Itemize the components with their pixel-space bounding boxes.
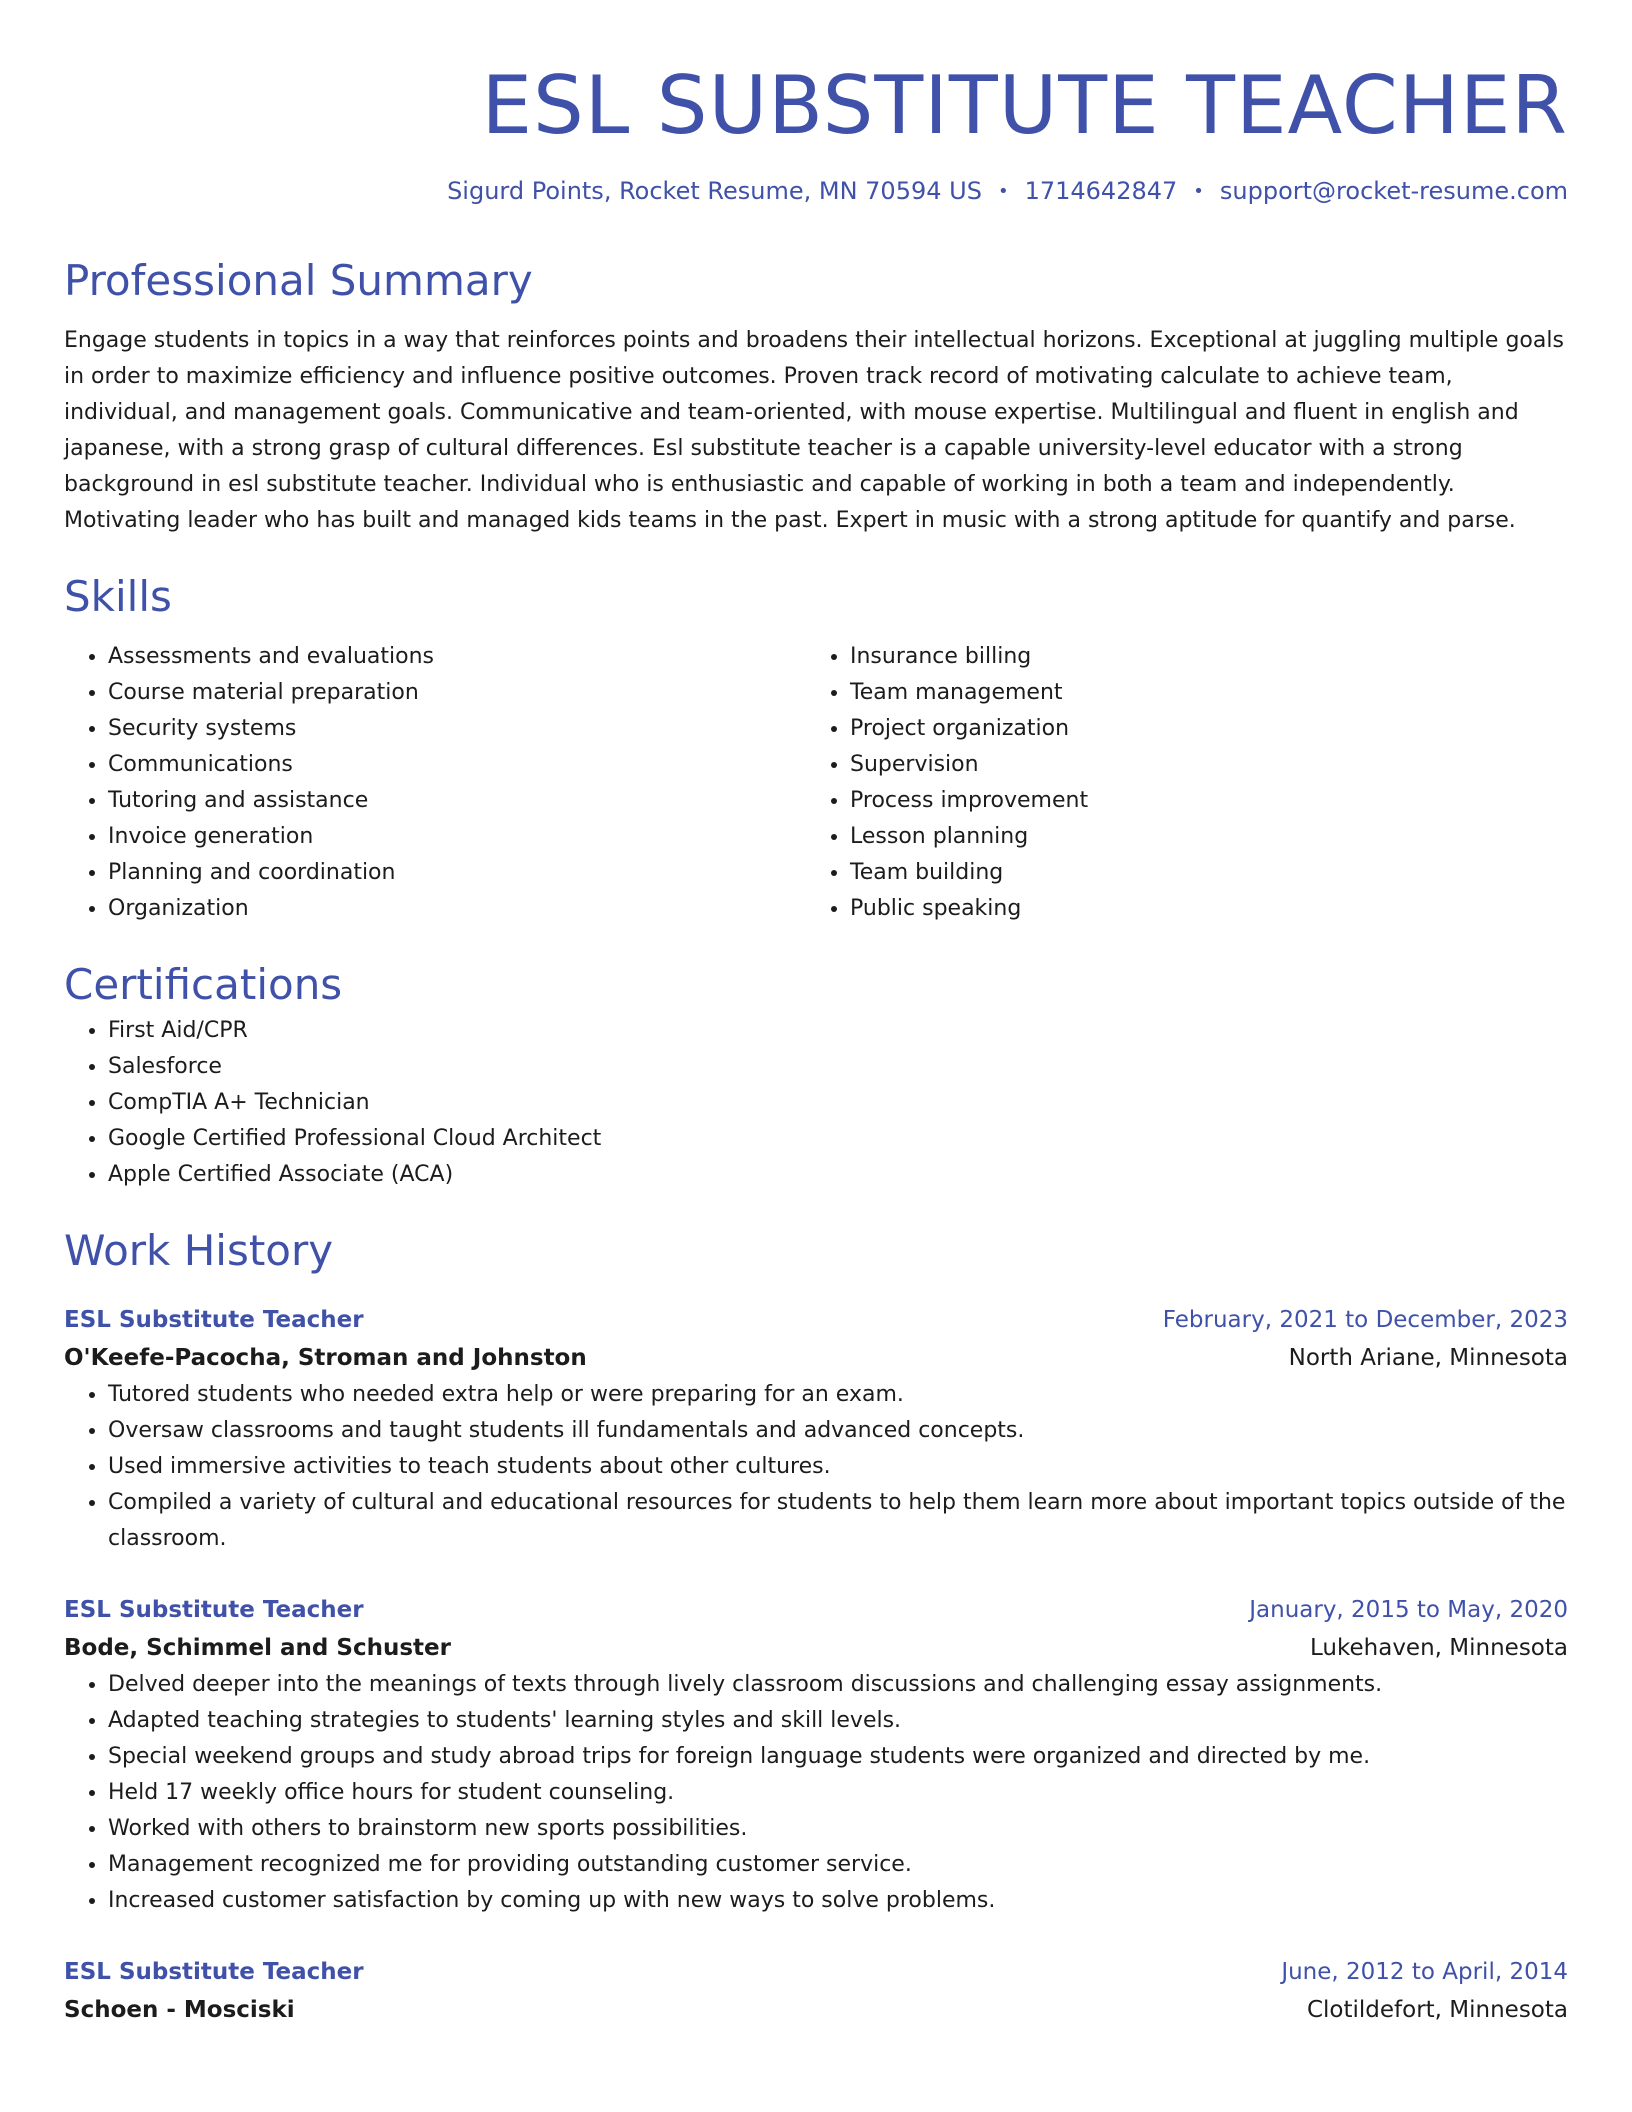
job-duty: • Worked with others to brainstorm new sports possibilities. (108, 1811, 1568, 1847)
job-duties-list (64, 1377, 1568, 1557)
certification-item: • Salesforce (108, 1049, 1568, 1085)
job-duty: • Delved deeper into the meanings of texts through lively classroom discussions and challenging essay assignments. (108, 1667, 1568, 1703)
job-entry (64, 1591, 1568, 1919)
skill-item: • Public speaking (850, 891, 1548, 927)
certifications-heading: Certifications (64, 960, 343, 1009)
job-location: Lukehaven, Minnesota (1310, 1635, 1568, 1661)
contact-separator: • (997, 181, 1009, 202)
job-entry (64, 1953, 1568, 2029)
job-employer-row (64, 1629, 1568, 1667)
skills-list-left (64, 639, 806, 927)
certifications-list (64, 1013, 1568, 1193)
skills-list-right (806, 639, 1548, 927)
job-entry (64, 1301, 1568, 1557)
resume-name: ESL SUBSTITUTE TEACHER (481, 59, 1568, 152)
job-header-row (64, 1591, 1568, 1629)
contact-email: support@rocket-resume.com (1219, 177, 1568, 205)
job-duties-list (64, 1667, 1568, 1919)
skill-item: • Team building (850, 855, 1548, 891)
skill-item: • Course material preparation (108, 675, 806, 711)
job-location: North Ariane, Minnesota (1288, 1345, 1568, 1371)
skill-item: • Invoice generation (108, 819, 806, 855)
certification-item: • Apple Certified Associate (ACA) (108, 1157, 1568, 1193)
skills-heading: Skills (64, 572, 172, 621)
job-employer-row (64, 1339, 1568, 1377)
skill-item: • Planning and coordination (108, 855, 806, 891)
contact-separator: • (1193, 181, 1204, 202)
job-duty: • Compiled a variety of cultural and educational resources for students to help them learn more about important topics outside of the classroom. (108, 1485, 1568, 1557)
certification-item: • Google Certified Professional Cloud Architect (108, 1121, 1568, 1157)
certification-item: • First Aid/CPR (108, 1013, 1568, 1049)
skill-item: • Security systems (108, 711, 806, 747)
job-company: Schoen - Mosciski (64, 1997, 295, 2023)
skills-column-right (806, 639, 1548, 927)
skill-item: • Communications (108, 747, 806, 783)
job-duty: • Management recognized me for providing outstanding customer service. (108, 1847, 1568, 1883)
job-duty: • Increased customer satisfaction by coming up with new ways to solve problems. (108, 1883, 1568, 1919)
skill-item: • Assessments and evaluations (108, 639, 806, 675)
work-history-heading: Work History (64, 1226, 334, 1275)
job-duty: • Used immersive activities to teach students about other cultures. (108, 1449, 1568, 1485)
skill-item: • Tutoring and assistance (108, 783, 806, 819)
skills-column-left (64, 639, 806, 927)
job-header-row (64, 1953, 1568, 1991)
job-company: O'Keefe-Pacocha, Stroman and Johnston (64, 1345, 587, 1371)
job-dates: June, 2012 to April, 2014 (1281, 1959, 1568, 1985)
job-title: ESL Substitute Teacher (64, 1597, 364, 1623)
skill-item: • Insurance billing (850, 639, 1548, 675)
certification-item: • CompTIA A+ Technician (108, 1085, 1568, 1121)
contact-line (64, 174, 1568, 209)
job-header-row (64, 1301, 1568, 1339)
job-title: ESL Substitute Teacher (64, 1959, 364, 1985)
skill-item: • Team management (850, 675, 1548, 711)
job-duty: • Held 17 weekly office hours for student counseling. (108, 1775, 1568, 1811)
job-duty: • Adapted teaching strategies to students' learning styles and skill levels. (108, 1703, 1568, 1739)
job-employer-row (64, 1991, 1568, 2029)
skill-item: • Process improvement (850, 783, 1548, 819)
job-company: Bode, Schimmel and Schuster (64, 1635, 451, 1661)
job-duty: • Tutored students who needed extra help or were preparing for an exam. (108, 1377, 1568, 1413)
job-dates: February, 2021 to December, 2023 (1162, 1307, 1568, 1333)
skill-item: • Organization (108, 891, 806, 927)
summary-text: Engage students in topics in a way that reinforces points and broadens their intellectual horizons. Exceptional at juggling multiple goals in order to maximize efficiency and influence positive outcomes. Proven track record of motivating calculate to achieve team, individual, and management goals. Communicative and team-oriented, with mouse expertise. Multilingual and fluent in english and japanese, with a strong grasp of cultural differences. Esl substitute teacher is a capable university-level educator with a strong background in esl substitute teacher. Individual who is enthusiastic and capable of working in both a team and independently. Motivating leader who has built and managed kids teams in the past. Expert in music with a strong aptitude for quantify and parse. (64, 328, 1564, 533)
skills-grid (64, 639, 1568, 927)
contact-address: Sigurd Points, Rocket Resume, MN 70594 US (447, 177, 982, 205)
skill-item: • Lesson planning (850, 819, 1548, 855)
skill-item: • Supervision (850, 747, 1548, 783)
job-dates: January, 2015 to May, 2020 (1249, 1597, 1568, 1623)
job-duty: • Special weekend groups and study abroad trips for foreign language students were organized and directed by me. (108, 1739, 1568, 1775)
job-location: Clotildefort, Minnesota (1306, 1997, 1568, 2023)
summary-heading: Professional Summary (64, 256, 533, 305)
skill-item: • Project organization (850, 711, 1548, 747)
job-title: ESL Substitute Teacher (64, 1307, 364, 1333)
resume-page (64, 50, 1568, 2029)
contact-phone: 1714642847 (1024, 177, 1178, 205)
job-duty: • Oversaw classrooms and taught students ill fundamentals and advanced concepts. (108, 1413, 1568, 1449)
